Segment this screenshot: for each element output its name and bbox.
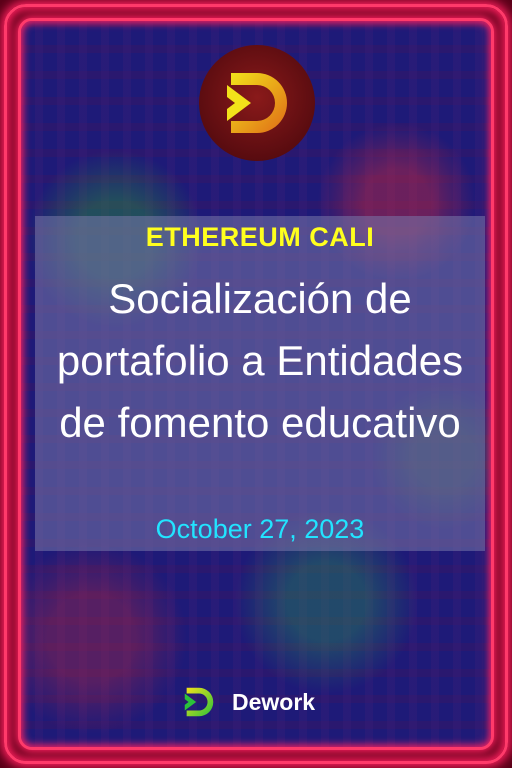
brand-name: Dework bbox=[232, 688, 316, 715]
event-title: Socialización de portafolio a Entidades de fomento educativo bbox=[56, 275, 464, 446]
dework-logo-badge bbox=[199, 45, 315, 161]
brand-footer bbox=[180, 683, 315, 721]
dework-small-logo-icon bbox=[180, 683, 218, 721]
event-date: October 27, 2023 bbox=[155, 514, 365, 544]
organizer-label: ETHEREUM CALI bbox=[145, 222, 375, 252]
dework-logo-icon bbox=[217, 63, 297, 143]
